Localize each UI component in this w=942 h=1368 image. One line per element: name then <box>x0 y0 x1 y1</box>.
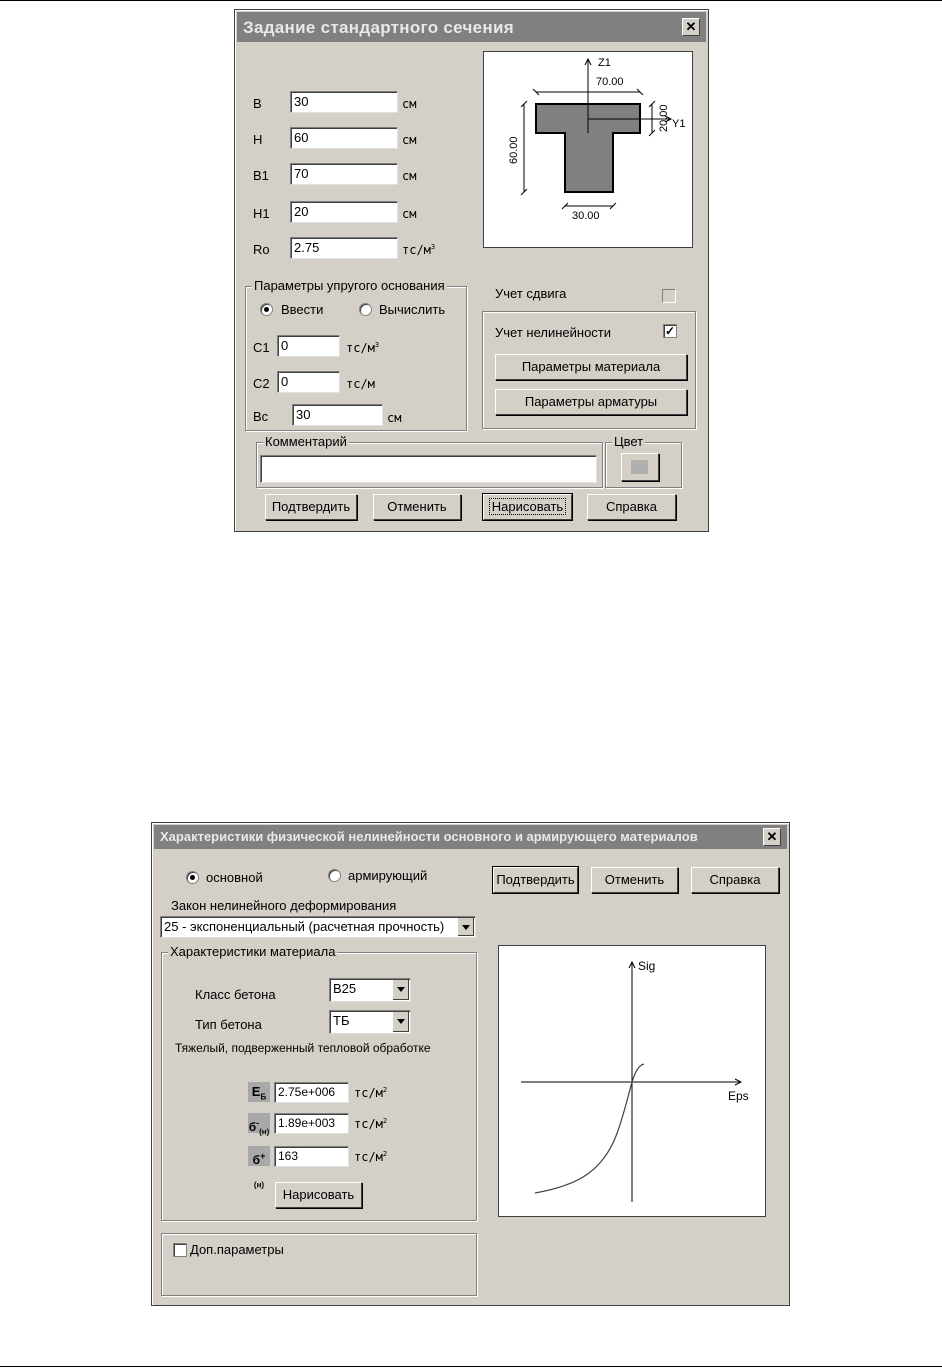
bc-input[interactable]: 30 <box>292 404 383 426</box>
field-b1-input[interactable]: 70 <box>290 163 398 185</box>
y-axis-label: Y1 <box>672 118 686 130</box>
rebar-params-button[interactable]: Параметры арматуры <box>495 389 687 415</box>
extra-params-group <box>161 1233 477 1296</box>
field-h1-unit: см <box>402 207 417 221</box>
radio-enter-label[interactable]: Ввести <box>281 302 324 317</box>
sigma-minus-unit-text: тс/м <box>354 1117 383 1131</box>
c1-label: C1 <box>253 340 270 355</box>
field-ro-unit-sup: 3 <box>430 243 436 251</box>
field-label-h: H <box>253 132 263 147</box>
c1-unit <box>346 341 379 355</box>
x-axis-label: Eps <box>728 1089 749 1103</box>
cancel-button[interactable]: Отменить <box>373 494 461 520</box>
concrete-type-label: Тип бетона <box>195 1017 262 1032</box>
draw-button[interactable]: Нарисовать <box>275 1182 362 1208</box>
z-axis-label: Z1 <box>598 57 611 69</box>
eb-symbol-sub: Б <box>260 1092 267 1102</box>
top-rule <box>0 0 942 1</box>
eb-unit <box>354 1086 387 1100</box>
eb-unit-sup: 2 <box>382 1086 388 1094</box>
field-label-b: B <box>253 96 262 111</box>
confirm-button[interactable]: Подтвердить <box>493 867 578 893</box>
law-select[interactable] <box>160 916 476 938</box>
material-characteristics-group <box>161 944 477 1221</box>
comment-input[interactable] <box>260 455 597 483</box>
nonlinearity-dialog-titlebar[interactable] <box>154 825 787 849</box>
extra-params-checkbox[interactable] <box>173 1243 187 1257</box>
sigma-plus-unit-sup: 2 <box>382 1150 388 1158</box>
field-ro-input[interactable]: 2.75 <box>290 237 398 259</box>
concrete-class-select[interactable] <box>329 978 411 1002</box>
c2-unit: тс/м <box>346 377 375 391</box>
bc-unit: см <box>387 411 402 425</box>
eb-symbol-letter: E <box>251 1084 261 1099</box>
radio-rebar-label[interactable]: армирующий <box>348 868 428 883</box>
material-params-button[interactable]: Параметры материала <box>495 354 687 380</box>
nonlinearity-dialog <box>151 822 790 1306</box>
field-h-input[interactable]: 60 <box>290 127 398 149</box>
field-b-input[interactable]: 30 <box>290 91 398 113</box>
material-characteristics-title: Характеристики материала <box>170 944 336 959</box>
color-swatch-button[interactable] <box>621 453 659 481</box>
field-b1-unit: см <box>402 169 417 183</box>
sigma-minus-letter: б <box>248 1120 257 1134</box>
stress-strain-chart <box>498 945 766 1217</box>
radio-main-material[interactable] <box>186 871 199 884</box>
chevron-down-icon[interactable] <box>457 918 474 936</box>
law-select-value: 25 - экспоненциальный (расчетная прочность) <box>164 919 445 934</box>
law-label: Закон нелинейного деформирования <box>171 898 397 913</box>
c1-unit-sup: 3 <box>374 341 380 349</box>
nonlinearity-label: Учет нелинейности <box>495 325 612 340</box>
dim-bottom-label: 30.00 <box>572 210 600 222</box>
sigma-plus-unit-text: тс/м <box>354 1150 383 1164</box>
chevron-down-icon[interactable] <box>392 1012 409 1032</box>
field-h-unit: см <box>402 133 417 147</box>
field-ro-unit <box>402 243 435 257</box>
y-axis-label: Sig <box>638 959 656 973</box>
eb-input[interactable]: 2.75e+006 <box>274 1082 349 1103</box>
concrete-class-label: Класс бетона <box>195 987 276 1002</box>
concrete-type-value: ТБ <box>333 1013 350 1028</box>
sigma-plus-symbol-icon <box>248 1146 270 1190</box>
radio-calculate[interactable] <box>359 303 372 316</box>
radio-calculate-label[interactable]: Вычислить <box>379 302 446 317</box>
concrete-type-description: Тяжелый, подверженный тепловой обработке <box>175 1041 431 1055</box>
field-label-ro: Ro <box>253 242 270 257</box>
draw-button-label: Нарисовать <box>489 498 566 515</box>
c2-input[interactable]: 0 <box>277 371 340 393</box>
nonlinearity-group <box>482 311 696 429</box>
section-dialog <box>234 9 709 532</box>
eb-unit-text: тс/м <box>354 1086 383 1100</box>
sigma-minus-unit-sup: 2 <box>382 1117 388 1125</box>
draw-button[interactable] <box>483 494 572 520</box>
sigma-plus-sup: + <box>260 1151 266 1161</box>
confirm-button[interactable]: Подтвердить <box>265 494 357 520</box>
sigma-plus-sub: (н) <box>253 1180 265 1190</box>
c2-label: C2 <box>253 376 270 391</box>
sigma-plus-unit <box>354 1150 387 1164</box>
field-label-h1: H1 <box>253 206 270 221</box>
radio-enter[interactable] <box>260 303 273 316</box>
section-preview <box>483 51 693 248</box>
color-swatch <box>631 460 648 474</box>
c1-input[interactable]: 0 <box>277 335 340 357</box>
field-label-b1: B1 <box>253 168 269 183</box>
close-icon[interactable]: ✕ <box>763 828 781 846</box>
nonlinearity-dialog-title: Характеристики физической нелинейности основного и армирующего материалов <box>160 829 698 844</box>
sigma-minus-symbol-icon <box>248 1113 270 1137</box>
comment-group <box>256 434 603 488</box>
sigma-plus-letter: б <box>252 1153 261 1167</box>
nonlinearity-checkbox[interactable]: ✓ <box>664 324 676 338</box>
sigma-minus-input[interactable]: 1.89e+003 <box>274 1113 349 1134</box>
dim-top-label: 70.00 <box>596 76 624 88</box>
dim-left-label: 60.00 <box>508 136 520 164</box>
comment-title: Комментарий <box>265 434 347 449</box>
concrete-class-value: B25 <box>333 981 357 996</box>
field-b-unit: см <box>402 97 417 111</box>
chevron-down-icon[interactable] <box>392 980 409 1000</box>
help-button[interactable]: Справка <box>587 494 676 520</box>
field-h1-input[interactable]: 20 <box>290 201 398 223</box>
dim-right-label: 20.00 <box>658 104 670 132</box>
color-title: Цвет <box>614 434 644 449</box>
section-dialog-titlebar[interactable] <box>237 12 706 42</box>
section-dialog-title: Задание стандартного сечения <box>243 18 514 37</box>
bc-label: Bc <box>253 409 269 424</box>
sigma-plus-input[interactable]: 163 <box>274 1146 349 1167</box>
shear-label: Учет сдвига <box>495 286 567 301</box>
sigma-minus-unit <box>354 1117 387 1131</box>
close-icon[interactable]: ✕ <box>682 18 700 36</box>
shear-checkbox[interactable] <box>662 289 676 303</box>
c1-unit-text: тс/м <box>346 341 375 355</box>
radio-main-label[interactable]: основной <box>206 870 263 885</box>
cancel-button[interactable]: Отменить <box>591 867 678 893</box>
sigma-minus-sup: - <box>256 1118 260 1128</box>
stress-strain-plot <box>499 946 765 1216</box>
field-ro-unit-text: тс/м <box>402 243 431 257</box>
elastic-foundation-group <box>245 278 467 431</box>
bottom-rule <box>0 1366 942 1367</box>
t-section-drawing <box>484 52 692 247</box>
extra-params-label[interactable]: Доп.параметры <box>190 1242 284 1257</box>
elastic-foundation-title: Параметры упругого основания <box>254 278 445 293</box>
stress-strain-curve <box>535 1064 644 1193</box>
color-group <box>605 434 682 488</box>
help-button[interactable]: Справка <box>691 867 779 893</box>
sigma-minus-sub: (н) <box>259 1127 270 1137</box>
concrete-type-select[interactable] <box>329 1010 411 1034</box>
radio-rebar-material[interactable] <box>328 869 341 882</box>
eb-symbol-icon <box>248 1082 270 1102</box>
